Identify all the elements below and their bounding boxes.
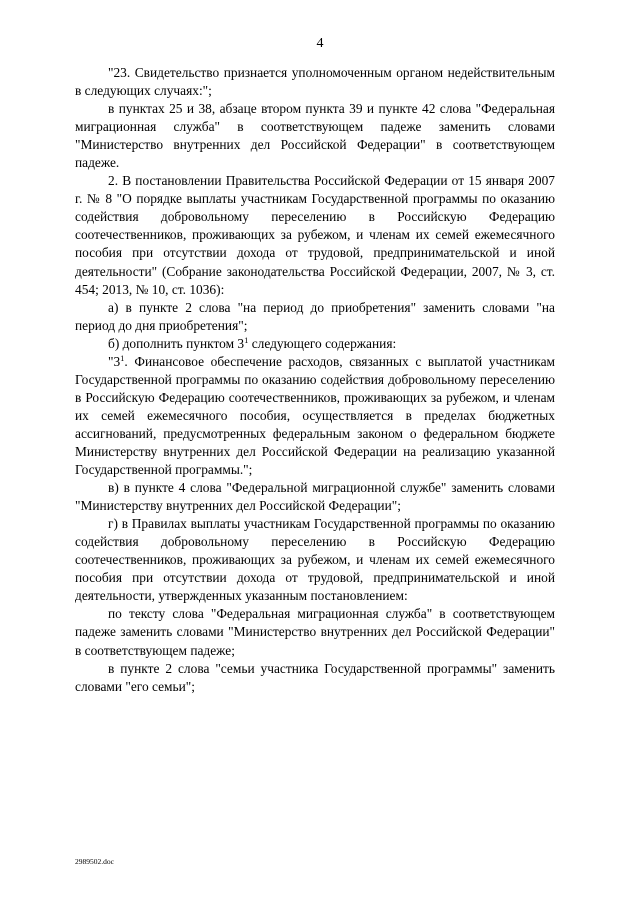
file-name-footer: 2989502.doc [75, 857, 114, 866]
paragraph-clause-3-1 [75, 353, 555, 479]
document-body [75, 64, 555, 696]
clause-3-1-superscript: 1 [120, 352, 125, 363]
paragraph-item-b [75, 335, 555, 353]
paragraph-clauses-25-38: в пунктах 25 и 38, абзаце втором пункта 39 и пункте 42 слова "Федеральная миграционная служба" в соответствующем падеже заменить словами "Министерство внутренних дел Российской Федерации" в соответствующем падеже. [75, 101, 555, 171]
paragraph-item-v: в) в пункте 4 слова "Федеральной миграционной службе" заменить словами "Министерству внутренних дел Российской Федерации"; [75, 480, 555, 514]
item-b-text-end: следующего содержания: [248, 335, 397, 351]
paragraph-item-g: г) в Правилах выплаты участникам Государственной программы по оказанию содействия добровольному переселению в Российскую Федерацию соотечественников, проживающих за рубежом, и членам их семей ежемесячного пособия при отсутствии дохода от трудовой, предпринимательской и иной деятельности, утвержденных указанным постановлением: [75, 516, 555, 604]
clause-3-1-text: . Финансовое обеспечение расходов, связанных с выплатой участникам Государственной программы по оказанию содействия добровольному переселению в Российскую Федерацию соотечественников, проживающих за рубежом, и членам их семей ежемесячного пособия, осуществляется в пределах бюджетных ассигнований, предусмотренных федеральным законом о федеральном бюджете Министерству внутренних дел Российской Федерации на реализацию указанной Государственной программы."; [75, 353, 555, 478]
item-b-superscript: 1 [244, 334, 249, 345]
paragraph-item-a: а) в пункте 2 слова "на период до приобретения" заменить словами "на период до дня приобретения"; [75, 299, 555, 333]
paragraph-clause-23: "23. Свидетельство признается уполномоченным органом недействительным в следующих случаях:"; [75, 65, 555, 99]
page-number: 4 [316, 36, 324, 51]
clause-3-1-number: "3 [108, 353, 121, 369]
paragraph-clause-2: в пункте 2 слова "семьи участника Государственной программы" заменить словами "его семьи"; [75, 660, 555, 694]
paragraph-by-text: по тексту слова "Федеральная миграционная служба" в соответствующем падеже заменить словами "Министерство внутренних дел Российской Федерации" в соответствующем падеже; [75, 606, 555, 658]
paragraph-resolution-2: 2. В постановлении Правительства Российской Федерации от 15 января 2007 г. № 8 "О порядке выплаты участникам Государственной программы по оказанию содействия добровольному переселению в Российскую Федерацию соотечественников, проживающих за рубежом, и членам их семей ежемесячного пособия при отсутствии дохода от трудовой, предпринимательской и иной деятельности" (Собрание законодательства Российской Федерации, 2007, № 3, ст. 454; 2013, № 10, ст. 1036): [75, 173, 555, 297]
item-b-text: б) дополнить пунктом 3 [108, 335, 245, 351]
